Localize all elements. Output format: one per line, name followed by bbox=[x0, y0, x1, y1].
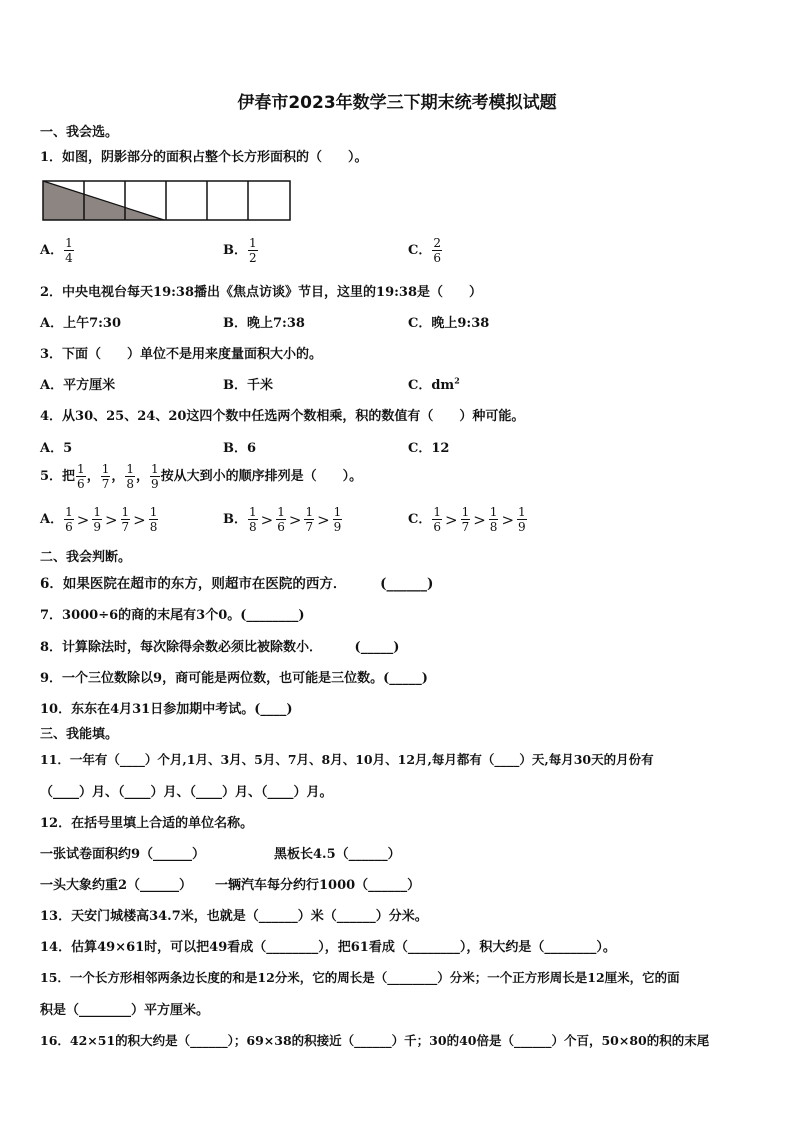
q3-option-c: C．$dm^2$ bbox=[408, 375, 460, 393]
question-3: 3．下面（ ）单位不是用来度量面积大小的。 bbox=[40, 347, 323, 362]
question-14: 14．估算49×61时，可以把49看成（________），把61看成（________），积大约是（________）。 bbox=[40, 940, 616, 955]
q1-option-a: A． $\frac{1}{4}$ bbox=[40, 236, 73, 265]
q2-option-c: C．晚上9:38 bbox=[408, 316, 490, 331]
question-1: 1．如图，阴影部分的面积占整个长方形面积的（ ）。 bbox=[40, 150, 368, 165]
question-4: 4．从30、25、24、20这四个数中任选两个数相乘，积的数值有（ ）种可能。 bbox=[40, 409, 525, 424]
question-2: 2．中央电视台每天19:38播出《焦点访谈》节目，这里的19:38是（ ） bbox=[40, 285, 483, 300]
q2-option-a: A．上午7:30 bbox=[40, 316, 122, 331]
q4-option-c: C．12 bbox=[408, 441, 450, 456]
q3-option-b: B．千米 bbox=[223, 378, 273, 393]
question-15-line-1: 15．一个长方形相邻两条边长度的和是12分米，它的周长是（________）分米；一个正方形周长是12厘米，它的面 bbox=[40, 970, 680, 985]
question-12: 12．在括号里填上合适的单位名称。 bbox=[40, 816, 254, 831]
q1-option-b: B． $\frac{1}{2}$ bbox=[223, 236, 257, 265]
q1-option-c: C． $\frac{2}{6}$ bbox=[408, 236, 441, 265]
question-15-line-2: 积是（________）平方厘米。 bbox=[40, 1003, 210, 1018]
q5-option-a: A． $\frac{1}{6}$ > $\frac{1}{9}$ > $\frac{1}{7}$ > $\frac{1}{8}$ bbox=[40, 505, 158, 534]
q4-option-a: A．5 bbox=[40, 441, 73, 456]
question-10: 10．东东在4月31日参加期中考试。(____) bbox=[40, 702, 293, 717]
question-7: 7．3000÷6的商的末尾有3个0。(________) bbox=[40, 608, 305, 623]
question-12-item-d: 一辆汽车每分约行1000（______） bbox=[215, 878, 421, 893]
question-11-line-2: （____）月、（____）月、（____）月、（____）月。 bbox=[40, 785, 333, 800]
q3-option-a: A．平方厘米 bbox=[40, 378, 116, 393]
question-12-item-c: 一头大象约重2（______） bbox=[40, 878, 193, 893]
question-8: 8．计算除法时，每次除得余数必须比被除数小． (_____) bbox=[40, 640, 400, 655]
q5-option-b: B． $\frac{1}{8}$ > $\frac{1}{6}$ > $\frac{1}{7}$ > $\frac{1}{9}$ bbox=[223, 505, 342, 534]
page-title: 伊春市2023年数学三下期末统考模拟试题 bbox=[237, 93, 557, 113]
question-12-item-b: 黑板长4.5（______） bbox=[274, 847, 401, 862]
q5-option-c: C． $\frac{1}{6}$ > $\frac{1}{7}$ > $\frac{1}{8}$ > $\frac{1}{9}$ bbox=[408, 505, 526, 534]
section-heading-judge: 二、我会判断。 bbox=[40, 550, 132, 565]
question-9: 9．一个三位数除以9，商可能是两位数，也可能是三位数。(_____) bbox=[40, 671, 428, 686]
q4-option-b: B．6 bbox=[223, 441, 257, 456]
section-heading-fill: 三、我能填。 bbox=[40, 727, 119, 742]
question-12-item-a: 一张试卷面积约9（______） bbox=[40, 847, 206, 862]
q2-option-b: B．晚上7:38 bbox=[223, 316, 305, 331]
question-13: 13．天安门城楼高34.7米，也就是（______）米（______）分米。 bbox=[40, 909, 428, 924]
question-11-line-1: 11．一年有（____）个月,1月、3月、5月、7月、8月、10月、12月,每月都有（____）天,每月30天的月份有 bbox=[40, 752, 654, 767]
rectangle-figure bbox=[42, 180, 292, 222]
question-6: 6．如果医院在超市的东方，则超市在医院的西方． (______) bbox=[40, 576, 434, 592]
section-heading-choice: 一、我会选。 bbox=[40, 125, 119, 140]
question-5: 5．把 $\frac{1}{6}$ ， $\frac{1}{7}$ ， $\frac{1}{8}$ ， $\frac{1}{9}$ 按从大到小的顺序排列是（ ）。 bbox=[40, 462, 363, 491]
question-16: 16．42×51的积大约是（______）；69×38的积接近（______）千；30的40倍是（______）个百，50×80的积的末尾 bbox=[40, 1033, 710, 1048]
